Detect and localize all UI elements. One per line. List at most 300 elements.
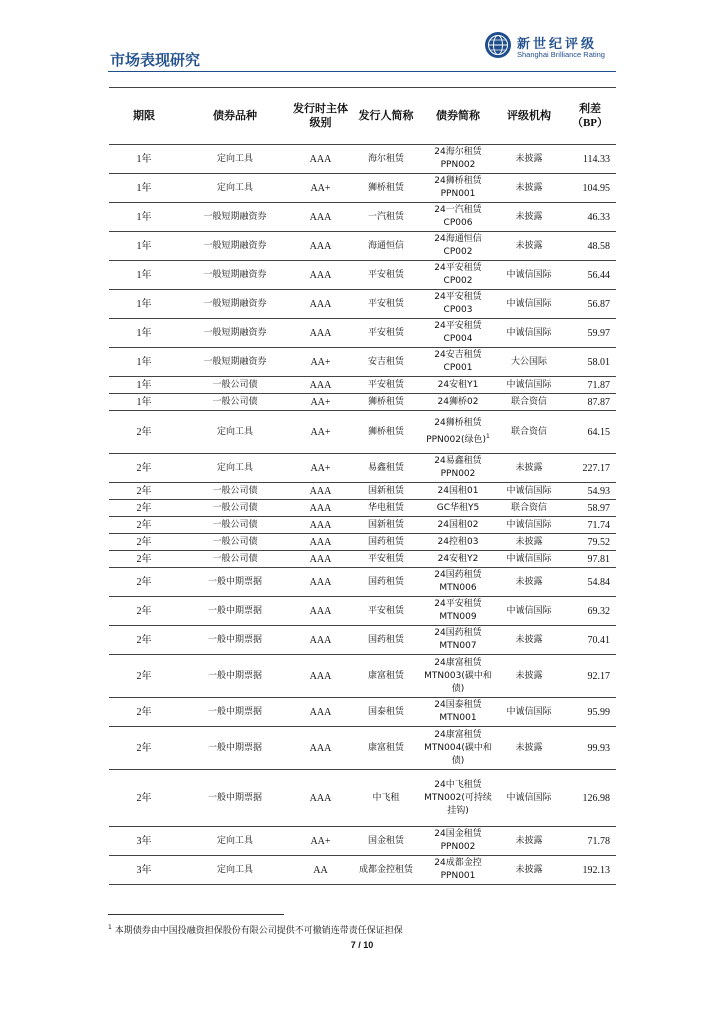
cell-issuer-rating bbox=[291, 551, 350, 568]
cell-issuer-rating-text: AAA bbox=[309, 211, 332, 223]
cell-bond-type bbox=[179, 377, 291, 394]
header-divider bbox=[108, 71, 616, 72]
cell-bond-name-text: 24国租01 bbox=[437, 485, 479, 496]
table-row bbox=[109, 348, 616, 377]
cell-bond-name bbox=[422, 597, 494, 626]
cell-bond-type bbox=[179, 483, 291, 500]
cell-spread bbox=[564, 145, 616, 174]
cell-issuer-text: 平安租赁 bbox=[367, 327, 404, 338]
table-row bbox=[109, 698, 616, 727]
cell-bond-type bbox=[179, 319, 291, 348]
cell-bond-type bbox=[179, 856, 291, 885]
cell-bond-name-text: 24中飞租赁MTN002(可持续挂钩) bbox=[424, 779, 492, 816]
cell-issuer bbox=[350, 411, 422, 454]
cell-bond-name-text: 24国金租赁PPN002 bbox=[434, 829, 482, 852]
col-header-issuer-rating: 发行时主体级别 bbox=[291, 88, 350, 145]
cell-spread-text: 71.78 bbox=[587, 835, 610, 847]
cell-issuer bbox=[350, 394, 422, 411]
cell-issuer bbox=[350, 727, 422, 770]
cell-issuer-rating-text: AA bbox=[313, 864, 328, 876]
cell-rating-agency bbox=[494, 261, 564, 290]
globe-emblem-icon bbox=[484, 31, 512, 59]
cell-issuer bbox=[350, 261, 422, 290]
table-row bbox=[109, 483, 616, 500]
cell-bond-name bbox=[422, 394, 494, 411]
cell-issuer-rating bbox=[291, 626, 350, 655]
footnote-text: 本期债券由中国投融资担保股份有限公司提供不可撤销连带责任保证担保 bbox=[114, 926, 403, 936]
cell-term-text: 1年 bbox=[136, 327, 152, 339]
cell-issuer-text: 中飞租 bbox=[372, 792, 400, 803]
cell-bond-type-text: 一般公司债 bbox=[212, 485, 258, 496]
cell-issuer-rating-text: AA+ bbox=[310, 462, 331, 474]
cell-spread bbox=[564, 770, 616, 827]
cell-issuer-rating-text: AAA bbox=[309, 519, 332, 531]
cell-issuer-text: 狮桥租赁 bbox=[367, 396, 404, 407]
cell-rating-agency bbox=[494, 394, 564, 411]
cell-term bbox=[109, 483, 179, 500]
cell-bond-name bbox=[422, 727, 494, 770]
cell-term bbox=[109, 551, 179, 568]
cell-rating-agency bbox=[494, 483, 564, 500]
cell-bond-type bbox=[179, 626, 291, 655]
cell-term bbox=[109, 290, 179, 319]
cell-spread bbox=[564, 551, 616, 568]
cell-issuer-rating bbox=[291, 597, 350, 626]
cell-bond-name bbox=[422, 770, 494, 827]
cell-rating-agency bbox=[494, 319, 564, 348]
cell-issuer-rating-text: AA+ bbox=[310, 835, 331, 847]
cell-spread-text: 48.58 bbox=[587, 240, 610, 252]
cell-issuer-rating-text: AAA bbox=[309, 379, 332, 391]
cell-term bbox=[109, 770, 179, 827]
cell-spread-text: 92.17 bbox=[587, 670, 610, 682]
cell-spread-text: 58.01 bbox=[587, 356, 610, 368]
cell-rating-agency-text: 联合资信 bbox=[510, 426, 547, 437]
section-title: 市场表现研究 bbox=[110, 51, 201, 69]
cell-term-text: 3年 bbox=[136, 835, 152, 847]
cell-issuer-rating bbox=[291, 827, 350, 856]
cell-bond-name-text: 24狮桥租赁PPN002(绿色) bbox=[426, 418, 486, 445]
cell-rating-agency-text: 未披露 bbox=[515, 536, 543, 547]
cell-bond-type bbox=[179, 597, 291, 626]
cell-rating-agency bbox=[494, 856, 564, 885]
cell-bond-type-text: 一般短期融资券 bbox=[203, 298, 267, 309]
cell-issuer bbox=[350, 517, 422, 534]
cell-rating-agency bbox=[494, 454, 564, 483]
cell-bond-type-text: 一般中期票据 bbox=[207, 742, 262, 753]
cell-bond-type bbox=[179, 203, 291, 232]
cell-issuer bbox=[350, 348, 422, 377]
cell-issuer-text: 易鑫租赁 bbox=[367, 462, 404, 473]
cell-issuer-text: 国新租赁 bbox=[367, 519, 404, 530]
cell-rating-agency-text: 未披露 bbox=[515, 240, 543, 251]
cell-issuer-text: 狮桥租赁 bbox=[367, 182, 404, 193]
cell-term-text: 2年 bbox=[136, 462, 152, 474]
cell-term-text: 2年 bbox=[136, 485, 152, 497]
cell-bond-name bbox=[422, 534, 494, 551]
cell-issuer-rating-text: AAA bbox=[309, 634, 332, 646]
cell-issuer bbox=[350, 319, 422, 348]
cell-rating-agency-text: 未披露 bbox=[515, 742, 543, 753]
cell-rating-agency-text: 未披露 bbox=[515, 462, 543, 473]
cell-bond-name bbox=[422, 827, 494, 856]
table-row bbox=[109, 290, 616, 319]
cell-issuer-rating-text: AAA bbox=[309, 576, 332, 588]
cell-term-text: 2年 bbox=[136, 553, 152, 565]
cell-issuer-rating bbox=[291, 698, 350, 727]
cell-bond-name-text: 24海通恒信CP002 bbox=[434, 234, 482, 257]
cell-bond-name bbox=[422, 261, 494, 290]
cell-rating-agency-text: 未披露 bbox=[515, 634, 543, 645]
cell-spread-text: 59.97 bbox=[587, 327, 610, 339]
cell-issuer-rating bbox=[291, 770, 350, 827]
cell-bond-name-text: 24康富租赁MTN003(碳中和债) bbox=[424, 657, 492, 694]
cell-issuer-text: 华电租赁 bbox=[367, 502, 404, 513]
cell-issuer-rating-text: AA+ bbox=[310, 356, 331, 368]
cell-bond-type-text: 一般公司债 bbox=[212, 536, 258, 547]
cell-spread-text: 126.98 bbox=[582, 792, 610, 804]
cell-term-text: 1年 bbox=[136, 211, 152, 223]
cell-rating-agency bbox=[494, 174, 564, 203]
footnote-mark: 1 bbox=[108, 924, 112, 931]
cell-bond-type-text: 一般中期票据 bbox=[207, 706, 262, 717]
cell-term-text: 1年 bbox=[136, 379, 152, 391]
table-row bbox=[109, 411, 616, 454]
cell-term-text: 3年 bbox=[136, 864, 152, 876]
cell-bond-name-text: 24平安租赁MTN009 bbox=[434, 599, 482, 622]
cell-spread bbox=[564, 597, 616, 626]
table-row bbox=[109, 319, 616, 348]
logo-english-name: Shanghai Brilliance Rating bbox=[517, 50, 605, 59]
cell-term bbox=[109, 319, 179, 348]
cell-rating-agency-text: 未披露 bbox=[515, 182, 543, 193]
cell-issuer bbox=[350, 770, 422, 827]
cell-spread bbox=[564, 203, 616, 232]
cell-issuer-rating bbox=[291, 727, 350, 770]
cell-rating-agency bbox=[494, 517, 564, 534]
cell-spread bbox=[564, 534, 616, 551]
cell-bond-name-text: 24国药租赁MTN006 bbox=[434, 570, 482, 593]
cell-spread bbox=[564, 319, 616, 348]
cell-spread bbox=[564, 698, 616, 727]
cell-bond-type-text: 一般公司债 bbox=[212, 396, 258, 407]
cell-bond-type-text: 一般公司债 bbox=[212, 379, 258, 390]
cell-bond-name bbox=[422, 626, 494, 655]
cell-rating-agency-text: 联合资信 bbox=[510, 396, 547, 407]
cell-bond-name-text: GC华租Y5 bbox=[436, 502, 480, 513]
cell-bond-type bbox=[179, 517, 291, 534]
cell-issuer-rating bbox=[291, 261, 350, 290]
cell-bond-type-text: 定向工具 bbox=[216, 426, 253, 437]
cell-issuer-text: 平安租赁 bbox=[367, 605, 404, 616]
cell-issuer bbox=[350, 597, 422, 626]
cell-rating-agency bbox=[494, 348, 564, 377]
cell-issuer-rating-text: AA+ bbox=[310, 396, 331, 408]
cell-spread-text: 58.97 bbox=[587, 502, 610, 514]
cell-spread bbox=[564, 261, 616, 290]
cell-term-text: 2年 bbox=[136, 605, 152, 617]
cell-issuer-rating bbox=[291, 534, 350, 551]
cell-bond-type-text: 一般中期票据 bbox=[207, 605, 262, 616]
cell-issuer-rating bbox=[291, 411, 350, 454]
cell-bond-name bbox=[422, 517, 494, 534]
cell-spread-text: 64.15 bbox=[587, 426, 610, 438]
cell-rating-agency bbox=[494, 568, 564, 597]
cell-bond-type bbox=[179, 770, 291, 827]
cell-bond-name bbox=[422, 174, 494, 203]
col-header-issuer: 发行人简称 bbox=[350, 88, 422, 145]
table-row bbox=[109, 727, 616, 770]
table-row bbox=[109, 454, 616, 483]
cell-term bbox=[109, 698, 179, 727]
cell-issuer-rating-text: AAA bbox=[309, 327, 332, 339]
cell-issuer bbox=[350, 174, 422, 203]
cell-term-text: 2年 bbox=[136, 576, 152, 588]
cell-spread bbox=[564, 655, 616, 698]
cell-term bbox=[109, 394, 179, 411]
cell-issuer-rating bbox=[291, 454, 350, 483]
cell-issuer-rating bbox=[291, 377, 350, 394]
cell-bond-name bbox=[422, 377, 494, 394]
cell-term-text: 1年 bbox=[136, 240, 152, 252]
cell-spread-text: 87.87 bbox=[587, 396, 610, 408]
cell-rating-agency bbox=[494, 203, 564, 232]
cell-bond-name-text: 24平安租赁CP004 bbox=[434, 321, 482, 344]
table-row bbox=[109, 517, 616, 534]
table-row bbox=[109, 394, 616, 411]
cell-bond-name-text: 24一汽租赁CP006 bbox=[434, 205, 482, 228]
cell-spread-text: 227.17 bbox=[582, 462, 610, 474]
cell-issuer bbox=[350, 454, 422, 483]
cell-bond-name-text: 24国药租赁MTN007 bbox=[434, 628, 482, 651]
cell-term-text: 2年 bbox=[136, 742, 152, 754]
cell-rating-agency-text: 中诚信国际 bbox=[506, 792, 552, 803]
cell-issuer-rating bbox=[291, 232, 350, 261]
table-row bbox=[109, 655, 616, 698]
cell-bond-type-text: 定向工具 bbox=[216, 182, 253, 193]
cell-bond-type bbox=[179, 145, 291, 174]
cell-issuer-rating-text: AAA bbox=[309, 269, 332, 281]
cell-issuer-text: 安吉租赁 bbox=[367, 356, 404, 367]
cell-term bbox=[109, 348, 179, 377]
cell-bond-name bbox=[422, 454, 494, 483]
cell-term-text: 2年 bbox=[136, 536, 152, 548]
table-row bbox=[109, 770, 616, 827]
cell-rating-agency bbox=[494, 551, 564, 568]
cell-bond-name-text: 24国租02 bbox=[437, 519, 479, 530]
cell-spread bbox=[564, 500, 616, 517]
cell-rating-agency bbox=[494, 145, 564, 174]
cell-bond-name-text: 24海尔租赁PPN002 bbox=[434, 147, 482, 170]
cell-issuer-rating-text: AAA bbox=[309, 536, 332, 548]
cell-term bbox=[109, 500, 179, 517]
cell-issuer-text: 康富租赁 bbox=[367, 670, 404, 681]
cell-issuer-text: 国药租赁 bbox=[367, 536, 404, 547]
cell-rating-agency-text: 未披露 bbox=[515, 670, 543, 681]
cell-spread-text: 70.41 bbox=[587, 634, 610, 646]
cell-spread bbox=[564, 856, 616, 885]
cell-issuer-rating bbox=[291, 500, 350, 517]
cell-bond-type bbox=[179, 261, 291, 290]
cell-spread bbox=[564, 517, 616, 534]
table-row bbox=[109, 174, 616, 203]
cell-rating-agency-text: 中诚信国际 bbox=[506, 553, 552, 564]
cell-term bbox=[109, 655, 179, 698]
cell-term-text: 1年 bbox=[136, 356, 152, 368]
cell-issuer bbox=[350, 483, 422, 500]
cell-issuer-rating-text: AAA bbox=[309, 240, 332, 252]
cell-bond-type bbox=[179, 655, 291, 698]
cell-bond-name bbox=[422, 568, 494, 597]
cell-spread-text: 99.93 bbox=[587, 742, 610, 754]
table-row bbox=[109, 827, 616, 856]
cell-bond-type-text: 一般短期融资券 bbox=[203, 327, 267, 338]
cell-issuer-rating-text: AAA bbox=[309, 792, 332, 804]
cell-bond-name-text: 24平安租赁CP003 bbox=[434, 292, 482, 315]
table-row bbox=[109, 145, 616, 174]
cell-term bbox=[109, 856, 179, 885]
table-row bbox=[109, 597, 616, 626]
cell-rating-agency-text: 中诚信国际 bbox=[506, 269, 552, 280]
cell-rating-agency-text: 联合资信 bbox=[510, 502, 547, 513]
cell-term-text: 2年 bbox=[136, 706, 152, 718]
cell-issuer-rating bbox=[291, 145, 350, 174]
cell-spread-text: 56.87 bbox=[587, 298, 610, 310]
cell-rating-agency-text: 中诚信国际 bbox=[506, 706, 552, 717]
table-row bbox=[109, 568, 616, 597]
cell-bond-type bbox=[179, 534, 291, 551]
cell-bond-type bbox=[179, 551, 291, 568]
cell-bond-name bbox=[422, 203, 494, 232]
table-row bbox=[109, 261, 616, 290]
cell-spread-text: 104.95 bbox=[582, 182, 610, 194]
cell-bond-type-text: 一般公司债 bbox=[212, 502, 258, 513]
cell-bond-type-text: 一般短期融资券 bbox=[203, 356, 267, 367]
cell-bond-type-text: 一般中期票据 bbox=[207, 792, 262, 803]
cell-bond-name-text: 24安租Y2 bbox=[437, 553, 479, 564]
cell-bond-type bbox=[179, 290, 291, 319]
cell-bond-name bbox=[422, 655, 494, 698]
cell-issuer-rating-text: AAA bbox=[309, 485, 332, 497]
cell-rating-agency-text: 中诚信国际 bbox=[506, 327, 552, 338]
cell-issuer bbox=[350, 655, 422, 698]
cell-issuer-rating-text: AAA bbox=[309, 670, 332, 682]
footnote-reference-mark: 1 bbox=[485, 433, 490, 440]
cell-issuer bbox=[350, 377, 422, 394]
cell-bond-type-text: 一般中期票据 bbox=[207, 576, 262, 587]
cell-bond-type bbox=[179, 500, 291, 517]
cell-rating-agency bbox=[494, 411, 564, 454]
table-header-row bbox=[109, 88, 616, 145]
cell-rating-agency bbox=[494, 232, 564, 261]
cell-issuer-rating bbox=[291, 203, 350, 232]
cell-rating-agency-text: 中诚信国际 bbox=[506, 298, 552, 309]
cell-bond-type bbox=[179, 568, 291, 597]
cell-term-text: 2年 bbox=[136, 502, 152, 514]
cell-spread bbox=[564, 377, 616, 394]
cell-bond-type-text: 定向工具 bbox=[216, 153, 253, 164]
cell-spread bbox=[564, 568, 616, 597]
cell-bond-type bbox=[179, 174, 291, 203]
cell-issuer-rating-text: AA+ bbox=[310, 426, 331, 438]
cell-issuer bbox=[350, 856, 422, 885]
cell-bond-type-text: 一般中期票据 bbox=[207, 634, 262, 645]
cell-issuer-rating bbox=[291, 348, 350, 377]
cell-rating-agency bbox=[494, 727, 564, 770]
cell-issuer-rating bbox=[291, 174, 350, 203]
cell-bond-name bbox=[422, 319, 494, 348]
cell-spread bbox=[564, 394, 616, 411]
footnote-divider bbox=[108, 914, 284, 915]
cell-issuer bbox=[350, 500, 422, 517]
cell-term bbox=[109, 261, 179, 290]
cell-term bbox=[109, 203, 179, 232]
logo-chinese-name: 新世纪评级 bbox=[517, 37, 598, 52]
cell-term bbox=[109, 626, 179, 655]
cell-issuer-text: 海通恒信 bbox=[367, 240, 404, 251]
cell-term-text: 1年 bbox=[136, 182, 152, 194]
cell-term bbox=[109, 232, 179, 261]
cell-issuer-text: 康富租赁 bbox=[367, 742, 404, 753]
cell-bond-type-text: 一般公司债 bbox=[212, 519, 258, 530]
cell-rating-agency bbox=[494, 698, 564, 727]
cell-issuer bbox=[350, 698, 422, 727]
cell-issuer-text: 平安租赁 bbox=[367, 269, 404, 280]
cell-issuer-rating bbox=[291, 655, 350, 698]
cell-issuer-text: 平安租赁 bbox=[367, 298, 404, 309]
cell-issuer bbox=[350, 568, 422, 597]
cell-bond-type-text: 一般短期融资券 bbox=[203, 240, 267, 251]
table-row bbox=[109, 500, 616, 517]
cell-spread bbox=[564, 411, 616, 454]
cell-issuer bbox=[350, 551, 422, 568]
cell-rating-agency bbox=[494, 827, 564, 856]
cell-bond-type-text: 定向工具 bbox=[216, 864, 253, 875]
cell-spread bbox=[564, 232, 616, 261]
footnote bbox=[108, 923, 403, 936]
cell-term-text: 2年 bbox=[136, 426, 152, 438]
col-header-bond-name: 债券简称 bbox=[422, 88, 494, 145]
cell-spread bbox=[564, 290, 616, 319]
cell-issuer-rating-text: AA+ bbox=[310, 182, 331, 194]
table-row bbox=[109, 377, 616, 394]
cell-issuer-text: 平安租赁 bbox=[367, 379, 404, 390]
col-header-term: 期限 bbox=[109, 88, 179, 145]
cell-spread-text: 69.32 bbox=[587, 605, 610, 617]
cell-issuer-rating-text: AAA bbox=[309, 742, 332, 754]
cell-rating-agency-text: 未披露 bbox=[515, 864, 543, 875]
cell-bond-name bbox=[422, 411, 494, 454]
cell-rating-agency bbox=[494, 655, 564, 698]
cell-issuer-rating bbox=[291, 517, 350, 534]
cell-issuer-text: 国药租赁 bbox=[367, 634, 404, 645]
cell-issuer-rating-text: AAA bbox=[309, 605, 332, 617]
cell-issuer bbox=[350, 626, 422, 655]
cell-bond-name bbox=[422, 856, 494, 885]
cell-spread bbox=[564, 174, 616, 203]
cell-bond-name-text: 24狮桥02 bbox=[437, 396, 479, 407]
cell-spread-text: 192.13 bbox=[582, 864, 610, 876]
cell-bond-type-text: 一般公司债 bbox=[212, 553, 258, 564]
cell-bond-type-text: 定向工具 bbox=[216, 835, 253, 846]
cell-bond-type-text: 一般短期融资券 bbox=[203, 269, 267, 280]
cell-bond-type-text: 一般中期票据 bbox=[207, 670, 262, 681]
cell-issuer-rating-text: AAA bbox=[309, 153, 332, 165]
cell-spread-text: 95.99 bbox=[587, 706, 610, 718]
cell-rating-agency bbox=[494, 770, 564, 827]
cell-spread bbox=[564, 626, 616, 655]
brand-logo bbox=[484, 31, 624, 63]
